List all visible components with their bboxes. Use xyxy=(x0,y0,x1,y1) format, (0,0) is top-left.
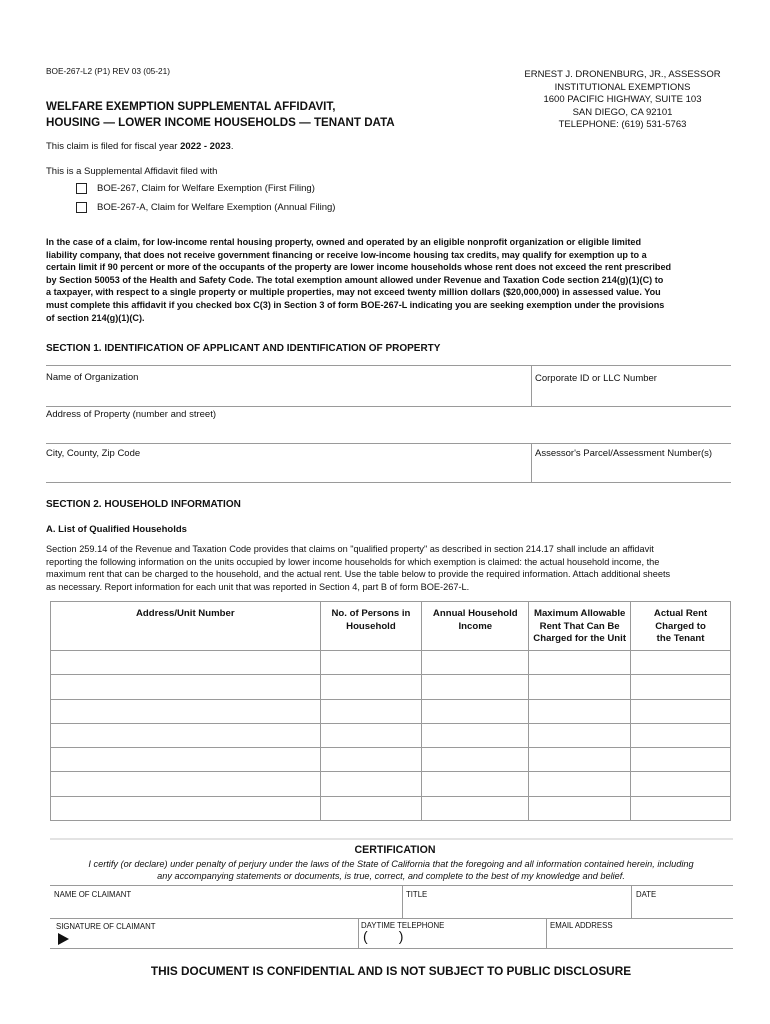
col-header-text: Actual Rent xyxy=(653,608,708,619)
certification-shade-bar xyxy=(50,838,733,840)
certification-line: I certify (or declare) under penalty of perjury under the laws of the State of California that the foregoing and all information contained herein, including xyxy=(88,859,694,869)
address-cell[interactable] xyxy=(51,675,321,699)
actual-rent-cell[interactable] xyxy=(631,772,731,796)
table-row xyxy=(51,723,731,747)
col-header-text: Address/Unit Number xyxy=(135,608,235,619)
table-header-row xyxy=(51,602,731,651)
option-label: BOE-267-A, Claim for Welfare Exemption (Annual Filing) xyxy=(97,202,336,213)
household-table xyxy=(50,601,731,821)
persons-cell[interactable] xyxy=(320,675,422,699)
parcel-number-field[interactable] xyxy=(533,460,731,482)
income-cell[interactable] xyxy=(422,748,529,772)
signature-label: SIGNATURE OF CLAIMANT xyxy=(56,922,156,931)
table-row xyxy=(51,651,731,675)
max-rent-cell[interactable] xyxy=(529,772,631,796)
certification-line: any accompanying statements or documents, is true, correct, and complete to the best of my knowledge and belief. xyxy=(157,871,625,881)
col-header-text: Charged to xyxy=(655,620,706,632)
income-cell[interactable] xyxy=(422,675,529,699)
section2-subtitle: A. List of Qualified Households xyxy=(46,524,187,535)
divider xyxy=(546,918,547,948)
claimant-title-label: TITLE xyxy=(406,890,428,899)
persons-cell[interactable] xyxy=(320,699,422,723)
paragraph-line: maximum rent that can be charged to the household, and the actual rent. Use the table below to provide the required information. Attach additional sheets xyxy=(46,569,671,580)
divider xyxy=(50,948,733,949)
instructions-line: In the case of a claim, for low-income rental housing property, owned and operated by an eligible nonprofit organization or eligible limited xyxy=(46,237,642,247)
actual-rent-cell[interactable] xyxy=(631,651,731,675)
office-line: 1600 PACIFIC HIGHWAY, SUITE 103 xyxy=(543,94,702,106)
section2-title: SECTION 2. HOUSEHOLD INFORMATION xyxy=(46,499,241,510)
table-row xyxy=(51,748,731,772)
fiscal-year-suffix: . xyxy=(230,141,234,152)
form-code: BOE-267-L2 (P1) REV 03 (05-21) xyxy=(46,66,171,76)
col-header-address xyxy=(51,602,321,651)
income-cell[interactable] xyxy=(422,796,529,820)
property-address-field[interactable] xyxy=(46,421,731,443)
col-header-actual-rent xyxy=(631,602,731,651)
city-county-zip-field[interactable] xyxy=(46,460,530,482)
signature-field[interactable] xyxy=(50,930,357,948)
instructions-line: by Section 50053 of the Health and Safety Code. The total exemption amount allowed under Revenue and Taxation Code section 214(g)(1)(C) to xyxy=(46,274,664,285)
divider xyxy=(46,365,731,366)
col-header-text: Maximum Allowable xyxy=(533,608,626,619)
max-rent-cell[interactable] xyxy=(529,651,631,675)
col-header-text: Income xyxy=(458,620,493,632)
actual-rent-cell[interactable] xyxy=(631,748,731,772)
organization-name-label: Name of Organization xyxy=(46,372,139,383)
corporate-id-field[interactable] xyxy=(533,385,731,406)
certification-title: CERTIFICATION xyxy=(354,844,436,856)
option-boe-267[interactable] xyxy=(76,183,315,194)
persons-cell[interactable] xyxy=(320,796,422,820)
actual-rent-cell[interactable] xyxy=(631,675,731,699)
corporate-id-label: Corporate ID or LLC Number xyxy=(535,373,657,384)
form-title-line2: HOUSING — LOWER INCOME HOUSEHOLDS — TENANT DATA xyxy=(46,116,395,129)
divider xyxy=(46,443,731,444)
claimant-name-label: NAME OF CLAIMANT xyxy=(54,890,132,899)
address-cell[interactable] xyxy=(51,748,321,772)
office-line: ERNEST J. DRONENBURG, JR., ASSESSOR xyxy=(524,69,721,80)
section2-paragraph xyxy=(46,543,731,593)
property-address-label: Address of Property (number and street) xyxy=(46,409,217,420)
col-header-text: Rent That Can Be xyxy=(539,620,620,632)
address-cell[interactable] xyxy=(51,796,321,820)
section1-title: SECTION 1. IDENTIFICATION OF APPLICANT AND IDENTIFICATION OF PROPERTY xyxy=(46,343,441,354)
income-cell[interactable] xyxy=(422,723,529,747)
address-cell[interactable] xyxy=(51,699,321,723)
max-rent-cell[interactable] xyxy=(529,796,631,820)
instructions-line: must complete this affidavit if you checked box C(3) in Section 3 of form BOE-267-L indicating you are seeking exemption under the provisions xyxy=(46,299,665,310)
address-cell[interactable] xyxy=(51,651,321,675)
persons-cell[interactable] xyxy=(320,772,422,796)
office-line: SAN DIEGO, CA 92101 xyxy=(572,106,673,118)
max-rent-cell[interactable] xyxy=(529,699,631,723)
supplemental-intro: This is a Supplemental Affidavit filed with xyxy=(46,166,218,177)
divider xyxy=(531,443,532,482)
income-cell[interactable] xyxy=(422,699,529,723)
instructions-line: a taxpayer, with respect to a single property or multiple properties, may not exceed twenty million dollars ($20,000,000) in assessed value. You xyxy=(46,287,661,298)
date-field[interactable] xyxy=(632,900,733,918)
max-rent-cell[interactable] xyxy=(529,748,631,772)
form-title-line1: WELFARE EXEMPTION SUPPLEMENTAL AFFIDAVIT, xyxy=(46,100,336,113)
table-row xyxy=(51,772,731,796)
fiscal-year-prefix: This claim is filed for fiscal year xyxy=(46,141,181,152)
checkbox[interactable] xyxy=(76,202,87,213)
actual-rent-cell[interactable] xyxy=(631,723,731,747)
confidential-notice: THIS DOCUMENT IS CONFIDENTIAL AND IS NOT SUBJECT TO PUBLIC DISCLOSURE xyxy=(150,964,632,978)
col-header-max-rent xyxy=(529,602,631,651)
office-line: TELEPHONE: (619) 531-5763 xyxy=(558,119,687,131)
email-label: EMAIL ADDRESS xyxy=(550,921,613,930)
persons-cell[interactable] xyxy=(320,651,422,675)
col-header-text: No. of Persons in xyxy=(331,608,411,619)
persons-cell[interactable] xyxy=(320,748,422,772)
income-cell[interactable] xyxy=(422,772,529,796)
address-cell[interactable] xyxy=(51,723,321,747)
checkbox[interactable] xyxy=(76,183,87,194)
fiscal-year-value: 2022 - 2023 xyxy=(180,141,231,152)
address-cell[interactable] xyxy=(51,772,321,796)
divider xyxy=(46,482,731,483)
income-cell[interactable] xyxy=(422,651,529,675)
city-county-zip-label: City, County, Zip Code xyxy=(46,448,141,459)
instructions-line: liability company, that does not receive government financing or receive low-income housing tax credits, may qualify for exemption up to a xyxy=(46,249,647,260)
fiscal-year-statement xyxy=(46,141,233,154)
divider xyxy=(46,406,731,407)
daytime-phone-label: DAYTIME TELEPHONE xyxy=(361,921,445,930)
table-row xyxy=(51,796,731,820)
col-header-text: Charged for the Unit xyxy=(533,633,627,644)
paragraph-line: as necessary. Report information for each unit that was reported in Section 4, part B of form BOE-267-L. xyxy=(46,581,470,592)
certification-statement xyxy=(46,858,736,882)
actual-rent-cell[interactable] xyxy=(631,796,731,820)
claimant-name-field[interactable] xyxy=(50,900,401,918)
persons-cell[interactable] xyxy=(320,723,422,747)
divider xyxy=(358,918,359,948)
divider xyxy=(531,365,532,407)
instructions-line: certain limit if 90 percent or more of the occupants of the property are lower income households whose rent does not exceed the rent prescribed xyxy=(46,262,672,273)
col-header-income xyxy=(422,602,529,651)
assessor-office-block xyxy=(480,69,765,132)
table-row xyxy=(51,675,731,699)
max-rent-cell[interactable] xyxy=(529,675,631,699)
option-label: BOE-267, Claim for Welfare Exemption (First Filing) xyxy=(97,183,315,194)
max-rent-cell[interactable] xyxy=(529,723,631,747)
col-header-text: Annual Household xyxy=(432,608,518,619)
instructions-paragraph xyxy=(46,236,731,324)
actual-rent-cell[interactable] xyxy=(631,699,731,723)
date-label: DATE xyxy=(636,890,657,899)
claimant-title-field[interactable] xyxy=(403,900,630,918)
paragraph-line: reporting the following information on the units occupied by lower income households for which exemption is claimed: the actual household income, the xyxy=(46,556,660,567)
organization-name-field[interactable] xyxy=(46,384,530,406)
table-row xyxy=(51,699,731,723)
email-field[interactable] xyxy=(548,931,733,948)
divider xyxy=(50,918,733,919)
option-boe-267-a[interactable] xyxy=(76,202,335,213)
daytime-phone-field[interactable]: ( ) xyxy=(363,928,404,944)
instructions-line: of section 214(g)(1)(C). xyxy=(46,312,145,323)
parcel-number-label: Assessor's Parcel/Assessment Number(s) xyxy=(535,448,713,459)
paragraph-line: Section 259.14 of the Revenue and Taxation Code provides that claims on "qualified property" as described in section 214.17 shall include an affidavit xyxy=(46,544,654,554)
col-header-persons xyxy=(320,602,422,651)
col-header-text: Household xyxy=(346,620,396,632)
office-line: INSTITUTIONAL EXEMPTIONS xyxy=(554,81,691,93)
col-header-text: the Tenant xyxy=(656,633,705,644)
